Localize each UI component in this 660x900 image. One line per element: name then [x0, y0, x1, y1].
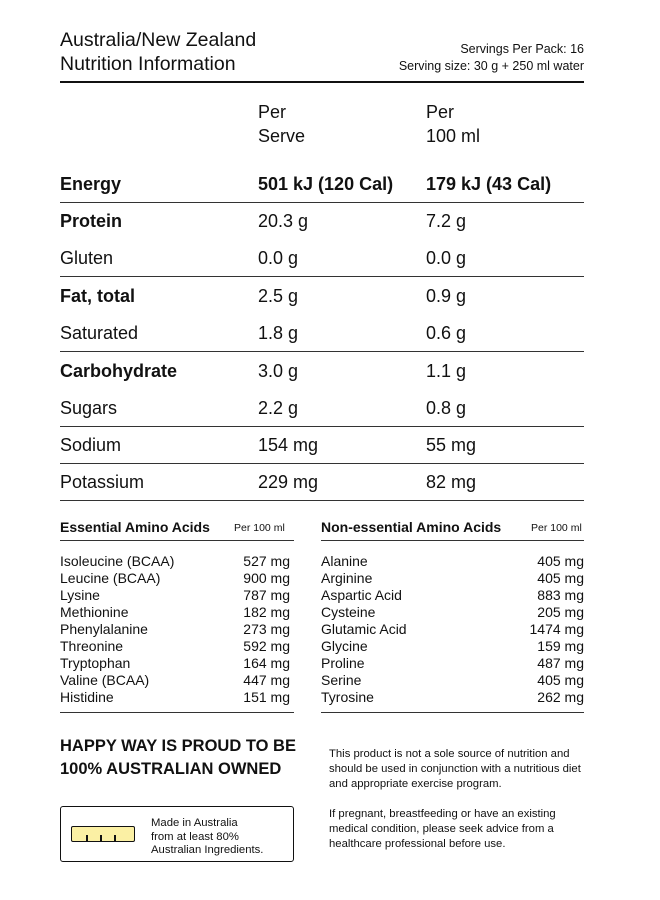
amino-value: 447 mg	[243, 672, 290, 688]
amino-value: 273 mg	[243, 621, 290, 637]
nonessential-amino-unit: Per 100 ml	[531, 522, 582, 534]
serving-info	[399, 41, 584, 75]
nutrient-name: Sodium	[60, 435, 122, 455]
amino-name: Tryptophan	[60, 655, 131, 671]
essential-amino-divider	[60, 540, 294, 541]
nutrient-per-serve: 229 mg	[258, 472, 319, 492]
nutrient-per-100ml: 0.6 g	[426, 323, 467, 343]
essential-amino-heading: Essential Amino Acids	[60, 519, 210, 535]
per-serve-line-1: Per	[258, 102, 287, 122]
nutrient-row-potassium	[60, 463, 584, 501]
amino-name: Glycine	[321, 638, 368, 654]
nonessential-amino-list	[321, 553, 584, 713]
made-in-australia-badge	[60, 806, 294, 862]
nutrient-per-serve: 0.0 g	[258, 248, 299, 268]
nutrient-row-gluten	[60, 239, 584, 277]
servings-per-pack: Servings Per Pack: 16	[460, 42, 584, 56]
nutrient-per-100ml: 55 mg	[426, 435, 477, 455]
amino-name: Leucine (BCAA)	[60, 570, 161, 586]
badge-text	[151, 817, 263, 858]
badge-line-3: Australian Ingredients.	[151, 844, 264, 856]
nutrient-per-serve: 1.8 g	[258, 323, 299, 343]
per-100ml-line-2: 100 ml	[426, 126, 481, 146]
amino-name: Methionine	[60, 604, 129, 620]
nutrient-row-fat-total	[60, 277, 584, 314]
amino-name: Valine (BCAA)	[60, 672, 150, 688]
nutrient-row-protein	[60, 202, 584, 239]
amino-value: 487 mg	[537, 655, 584, 671]
amino-name: Cysteine	[321, 604, 376, 620]
nutrient-per-100ml: 179 kJ (43 Cal)	[426, 174, 552, 194]
nutrient-row-sodium	[60, 426, 584, 464]
title-line-1: Australia/New Zealand	[60, 29, 257, 51]
amino-value: 787 mg	[243, 587, 290, 603]
nutrient-name: Carbohydrate	[60, 361, 178, 381]
nutrient-name: Sugars	[60, 398, 118, 418]
nutrient-per-serve: 3.0 g	[258, 361, 299, 381]
amino-value: 405 mg	[537, 553, 584, 569]
amino-value: 262 mg	[537, 689, 584, 705]
amino-value: 405 mg	[537, 672, 584, 688]
nonessential-amino-heading: Non-essential Amino Acids	[321, 519, 502, 535]
panel-title	[60, 28, 256, 76]
amino-value: 205 mg	[537, 604, 584, 620]
nutrient-per-serve: 2.5 g	[258, 286, 299, 306]
proud-line-2: 100% AUSTRALIAN OWNED	[60, 760, 282, 778]
ingredient-percentage-bar-icon	[71, 826, 135, 842]
nutrient-name: Gluten	[60, 248, 114, 268]
amino-name: Isoleucine (BCAA)	[60, 553, 175, 569]
bar-tick	[114, 835, 116, 841]
nutrient-row-saturated	[60, 314, 584, 352]
column-header-per-serve	[258, 100, 305, 148]
nutrient-name: Potassium	[60, 472, 145, 492]
amino-value: 1474 mg	[529, 621, 584, 637]
amino-value: 164 mg	[243, 655, 290, 671]
badge-line-2: from at least 80%	[151, 830, 239, 843]
nutrient-name: Fat, total	[60, 286, 135, 306]
bar-tick	[86, 835, 88, 841]
amino-value: 592 mg	[243, 638, 290, 654]
per-100ml-line-1: Per	[426, 102, 455, 122]
amino-value: 159 mg	[537, 638, 584, 654]
sole-source-note: This product is not a sole source of nutrition and should be used in conjunction with a nutritious diet and appropriate exercise program.	[329, 748, 581, 790]
nutrient-name: Saturated	[60, 323, 139, 343]
nutrient-per-100ml: 82 mg	[426, 472, 477, 492]
amino-name: Histidine	[60, 689, 114, 705]
nutrient-name: Protein	[60, 211, 123, 231]
amino-name: Serine	[321, 672, 362, 688]
badge-line-1: Made in Australia	[151, 817, 238, 829]
essential-amino-bottom-divider	[60, 712, 294, 713]
amino-name: Aspartic Acid	[321, 587, 402, 603]
amino-name: Proline	[321, 655, 365, 671]
advice-notes	[329, 747, 591, 852]
amino-name: Lysine	[60, 587, 100, 603]
amino-name: Alanine	[321, 553, 368, 569]
nutrient-name: Energy	[60, 174, 122, 194]
australian-owned-statement	[60, 735, 296, 781]
nutrient-row-energy	[60, 165, 584, 203]
amino-value: 527 mg	[243, 553, 290, 569]
nutrient-per-serve: 154 mg	[258, 435, 319, 455]
nutrient-per-100ml: 0.0 g	[426, 248, 467, 268]
medical-advice-note: If pregnant, breastfeeding or have an existing medical condition, please seek advice from a healthcare professional before use.	[329, 808, 556, 850]
per-serve-line-2: Serve	[258, 126, 306, 146]
amino-name: Threonine	[60, 638, 124, 654]
amino-name: Phenylalanine	[60, 621, 148, 637]
amino-value: 900 mg	[243, 570, 290, 586]
amino-value: 405 mg	[537, 570, 584, 586]
essential-amino-list	[60, 553, 290, 713]
amino-name: Tyrosine	[321, 689, 374, 705]
nonessential-amino-divider	[321, 540, 584, 541]
nutrient-row-sugars	[60, 389, 584, 427]
bar-tick	[100, 835, 102, 841]
essential-amino-unit: Per 100 ml	[234, 522, 285, 534]
nutrient-row-carbohydrate	[60, 352, 584, 389]
nutrient-per-serve: 20.3 g	[258, 211, 309, 231]
nutrient-per-100ml: 1.1 g	[426, 361, 467, 381]
title-line-2: Nutrition Information	[60, 53, 236, 75]
amino-value: 182 mg	[243, 604, 290, 620]
nutrient-per-100ml: 0.8 g	[426, 398, 467, 418]
column-header-per-100ml	[426, 100, 480, 148]
nonessential-amino-bottom-divider	[321, 712, 584, 713]
amino-value: 151 mg	[243, 689, 290, 705]
amino-name: Glutamic Acid	[321, 621, 407, 637]
nutrient-per-serve: 2.2 g	[258, 398, 299, 418]
header-divider	[60, 81, 584, 83]
proud-line-1: HAPPY WAY IS PROUD TO BE	[60, 737, 296, 755]
amino-value: 883 mg	[537, 587, 584, 603]
serving-size: Serving size: 30 g + 250 ml water	[398, 59, 584, 73]
amino-name: Arginine	[321, 570, 373, 586]
nutrient-per-serve: 501 kJ (120 Cal)	[258, 174, 394, 194]
nutrient-per-100ml: 7.2 g	[426, 211, 467, 231]
nutrient-per-100ml: 0.9 g	[426, 286, 467, 306]
